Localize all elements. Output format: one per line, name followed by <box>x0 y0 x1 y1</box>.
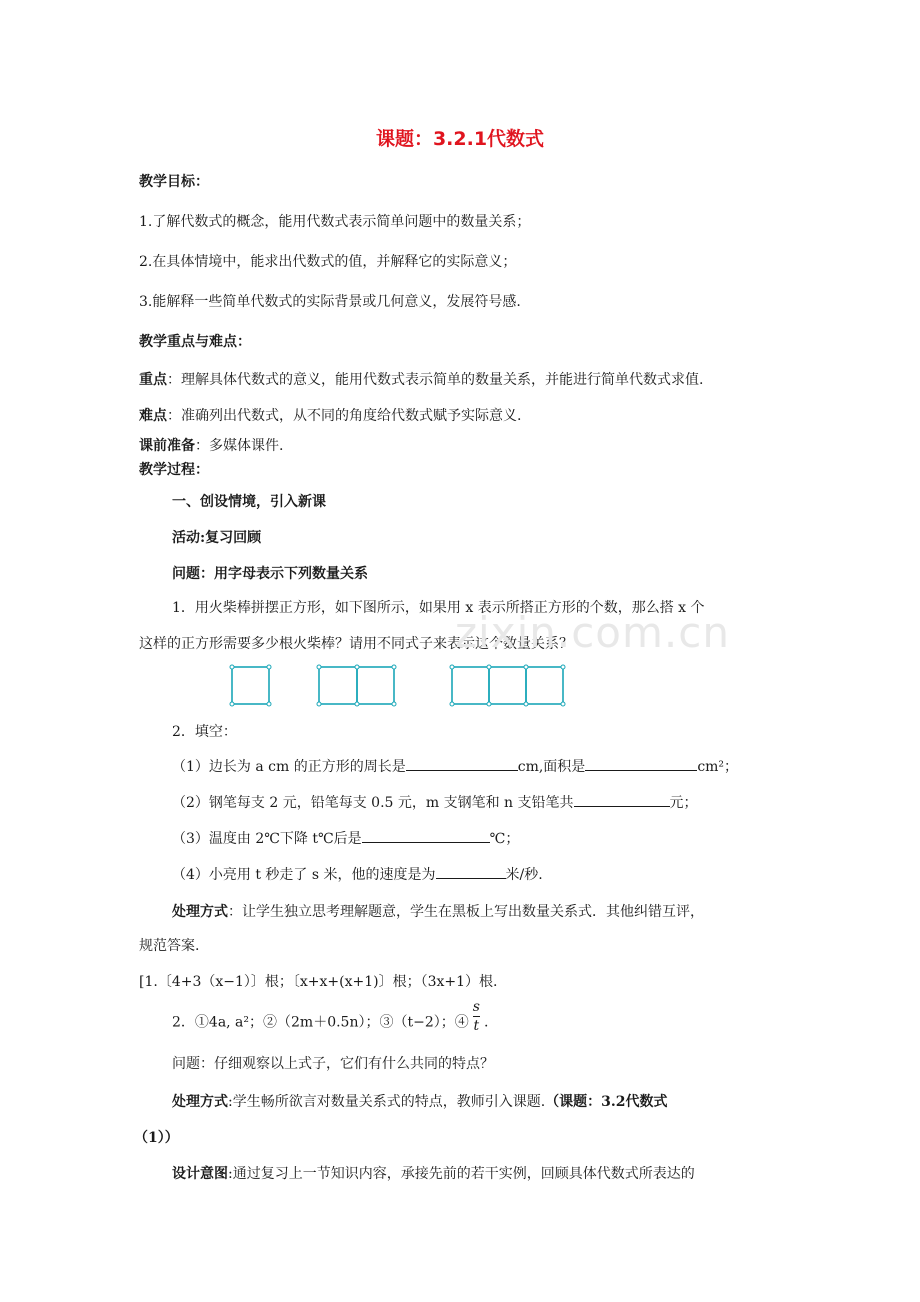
fill-text: （2）钢笔每支 2 元，铅笔每支 0.5 元，m 支钢笔和 n 支铅笔共 <box>172 795 574 811</box>
objective-item: 2.在具体情境中，能求出代数式的值，并解释它的实际意义； <box>139 254 517 270</box>
watermark: zixin.com.cn <box>455 608 730 657</box>
fill-text: （3）温度由 2℃下降 t℃后是 <box>172 831 362 847</box>
focus-text: ：理解具体代数式的意义，能用代数式表示简单的数量关系，并能进行简单代数式求值. <box>167 372 704 388</box>
fill-text: cm,面积是 <box>517 759 586 775</box>
matchstick-square <box>232 667 269 704</box>
answer2-text: 2．①4a, a²；②（2m＋0.5n）；③（t−2）；④ <box>172 1014 469 1031</box>
matchstick-square <box>526 667 563 704</box>
lesson-title: 课题：3.2.1代数式 <box>375 128 545 150</box>
objectives-heading: 教学目标： <box>139 174 209 190</box>
difficulty-line <box>139 406 781 426</box>
activity-heading: 活动:复习回顾 <box>172 530 262 546</box>
fill-item-3 <box>172 828 781 849</box>
fill-text: 元； <box>669 795 698 811</box>
fill-item-1 <box>172 756 781 777</box>
fill-text: cm²； <box>697 759 739 775</box>
fraction-denominator: t <box>473 1018 480 1034</box>
fill-text: ℃； <box>489 831 520 847</box>
method2-line <box>172 1092 781 1112</box>
design-text: :通过复习上一节知识内容，承接先前的若干实例，回顾具体代数式所表达的 <box>228 1166 695 1182</box>
answer2-line <box>172 999 781 1035</box>
method2-line2: （1）） <box>134 1130 179 1146</box>
method1-text: ：让学生独立思考理解题意，学生在黑板上写出数量关系式．其他纠错互评， <box>228 904 704 920</box>
question-heading: 问题：用字母表示下列数量关系 <box>172 566 368 582</box>
fraction-s-over-t <box>473 998 480 1035</box>
question1-line2: 这样的正方形需要多少根火柴棒？请用不同式子来表示这个数量关系？ <box>139 636 573 652</box>
question2-line: 问题：仔细观察以上式子，它们有什么共同的特点？ <box>172 1056 494 1072</box>
fraction-numerator: s <box>472 999 480 1015</box>
fill-text: （4）小亮用 t 秒走了 s 米，他的速度是为 <box>172 867 436 883</box>
answer-blank[interactable] <box>406 756 518 771</box>
method2-text: :学生畅所欲言对数量关系式的特点，教师引入课题. <box>228 1094 546 1110</box>
answer-blank[interactable] <box>585 756 697 771</box>
fill-text: 米/秒. <box>505 867 543 883</box>
fill-item-2 <box>172 792 781 813</box>
objective-item: 1.了解代数式的概念，能用代数式表示简单问题中的数量关系； <box>139 214 531 230</box>
preparation-line <box>139 436 781 456</box>
fill-text: （1）边长为 a cm 的正方形的周长是 <box>172 759 406 775</box>
process-heading: 教学过程： <box>139 462 209 478</box>
matchstick-squares-figure <box>220 656 580 712</box>
method2-label: 处理方式 <box>172 1094 228 1110</box>
focus-line <box>139 370 781 390</box>
method1-label: 处理方式 <box>172 904 228 920</box>
method1-line <box>172 902 781 922</box>
key-points-heading: 教学重点与难点： <box>139 334 251 350</box>
focus-label: 重点 <box>139 372 167 388</box>
method1-line2: 规范答案. <box>139 938 200 954</box>
design-line <box>172 1164 781 1184</box>
answer1-line: [1.〔4+3（x−1）〕根；〔x+x+(x+1)〕根；（3x+1）根. <box>139 974 498 990</box>
matchstick-square <box>319 667 357 704</box>
design-label: 设计意图 <box>172 1166 228 1182</box>
matchstick-square <box>357 667 394 704</box>
answer-blank[interactable] <box>362 828 490 843</box>
question2-heading: 2．填空： <box>172 724 237 740</box>
question1-line1: 1．用火柴棒拼摆正方形，如下图所示，如果用 x 表示所搭正方形的个数，那么搭 x 个 <box>172 600 705 616</box>
objective-item: 3.能解释一些简单代数式的实际背景或几何意义，发展符号感. <box>139 294 521 310</box>
method2-topic: （课题：3.2代数式 <box>545 1094 668 1110</box>
difficulty-text: ：准确列出代数式，从不同的角度给代数式赋予实际意义. <box>167 408 522 424</box>
preparation-label: 课前准备 <box>139 438 195 454</box>
matchstick-square <box>452 667 489 704</box>
difficulty-label: 难点 <box>139 408 167 424</box>
preparation-text: ：多媒体课件. <box>195 438 284 454</box>
answer-blank[interactable] <box>436 864 506 879</box>
fill-item-4 <box>172 864 781 885</box>
matchstick-square <box>489 667 526 704</box>
answer2-end: . <box>483 1014 489 1031</box>
section-heading: 一、创设情境，引入新课 <box>172 494 326 510</box>
answer-blank[interactable] <box>574 792 670 807</box>
